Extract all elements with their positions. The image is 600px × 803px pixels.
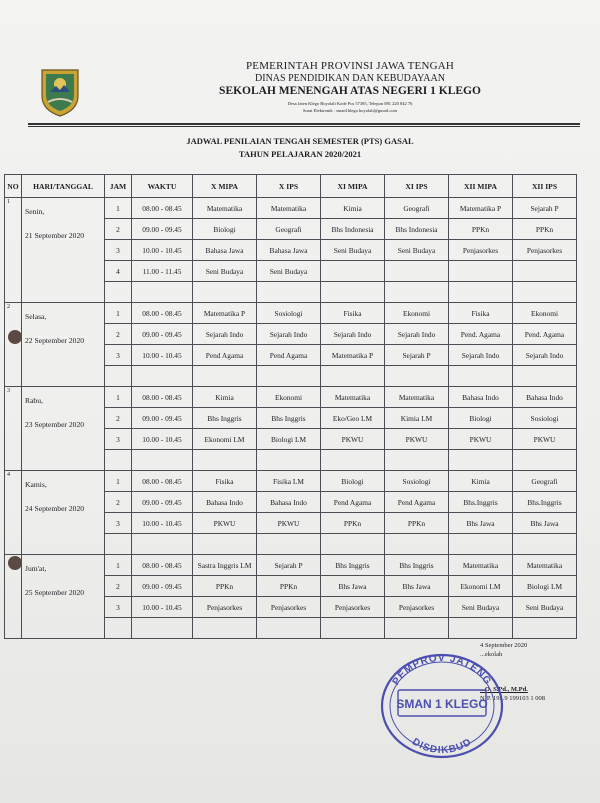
subject-cell: Sejarah Indo (513, 345, 577, 366)
empty-cell (513, 366, 577, 387)
day-number: 4 (5, 471, 22, 555)
subject-cell: Matematika (449, 555, 513, 576)
empty-cell (449, 618, 513, 639)
empty-cell (132, 366, 193, 387)
schedule-table (4, 174, 577, 639)
subject-cell (321, 261, 385, 282)
empty-cell (257, 366, 321, 387)
empty-cell (132, 450, 193, 471)
subject-cell: Geografi (257, 219, 321, 240)
empty-cell (513, 618, 577, 639)
subject-cell: Penjasorkes (385, 597, 449, 618)
empty-cell (193, 366, 257, 387)
subject-cell: Ekonomi (513, 303, 577, 324)
subject-cell: Matematika (385, 387, 449, 408)
empty-cell (513, 282, 577, 303)
day-name: Senin, (25, 207, 45, 216)
subject-cell: Sastra Inggris LM (193, 555, 257, 576)
column-header: JAM (105, 175, 132, 198)
empty-cell (193, 534, 257, 555)
empty-cell (385, 534, 449, 555)
time-cell: 11.00 - 11.45 (132, 261, 193, 282)
column-header: XI IPS (385, 175, 449, 198)
table-header-row (5, 175, 577, 198)
subject-cell: Bahasa Jawa (257, 240, 321, 261)
empty-cell (257, 534, 321, 555)
subject-cell (449, 261, 513, 282)
period-cell: 3 (105, 513, 132, 534)
day-date: 22 September 2020 (25, 336, 85, 345)
subject-cell: Bhs Inggris (385, 555, 449, 576)
subject-cell: Bhs Indonesia (385, 219, 449, 240)
day-name: Kamis, (25, 480, 47, 489)
period-cell: 1 (105, 555, 132, 576)
subject-cell: Seni Budaya (193, 261, 257, 282)
day-cell (22, 555, 105, 639)
period-cell: 2 (105, 324, 132, 345)
day-number: 3 (5, 387, 22, 471)
subject-cell: Bhs Jawa (513, 513, 577, 534)
empty-cell (385, 618, 449, 639)
subject-cell: Pend. Agama (449, 324, 513, 345)
empty-cell (513, 534, 577, 555)
subject-cell: Sejarah P (257, 555, 321, 576)
day-name: Selasa, (25, 312, 47, 321)
table-row (5, 471, 577, 492)
period-cell: 1 (105, 303, 132, 324)
subject-cell: Seni Budaya (449, 597, 513, 618)
svg-text:PEMPROV JATENG (391, 653, 494, 687)
period-cell: 2 (105, 219, 132, 240)
subject-cell: Bhs Jawa (449, 513, 513, 534)
day-number (5, 555, 22, 639)
empty-cell (449, 366, 513, 387)
subject-cell: Matematika (513, 555, 577, 576)
letterhead-province: PEMERINTAH PROVINSI JAWA TENGAH (245, 60, 455, 72)
subject-cell: PPKn (321, 513, 385, 534)
column-header: HARI/TANGGAL (22, 175, 105, 198)
subject-cell: Biologi LM (513, 576, 577, 597)
time-cell: 10.00 - 10.45 (132, 345, 193, 366)
subject-cell: Bhs Jawa (385, 576, 449, 597)
subject-cell: Matematika P (321, 345, 385, 366)
period-cell: 1 (105, 387, 132, 408)
empty-cell (449, 534, 513, 555)
period-cell: 1 (105, 471, 132, 492)
day-date: 24 September 2020 (25, 504, 85, 513)
empty-cell (385, 366, 449, 387)
signature-date: 4 September 2020 (480, 642, 528, 649)
subject-cell: Biologi (193, 219, 257, 240)
subject-cell: Sosiologi (257, 303, 321, 324)
subject-cell: Kimia (449, 471, 513, 492)
empty-cell (105, 618, 132, 639)
subject-cell: Bhs.Inggris (513, 492, 577, 513)
subject-cell: Kimia LM (385, 408, 449, 429)
subject-cell: PPKn (385, 513, 449, 534)
subject-cell: Pend. Agama (513, 324, 577, 345)
signature-name: ...O, S.Pd., M.Pd. (480, 686, 528, 693)
subject-cell: PKWU (257, 513, 321, 534)
time-cell: 10.00 - 10.45 (132, 513, 193, 534)
day-cell (22, 471, 105, 555)
signature-role: ...ekolah (480, 651, 503, 658)
empty-cell (321, 450, 385, 471)
stamp-center-text: SMAN 1 KLEGO (396, 697, 488, 711)
subject-cell: Sosiologi (385, 471, 449, 492)
day-cell (22, 387, 105, 471)
empty-cell (385, 282, 449, 303)
subject-cell: Fisika (321, 303, 385, 324)
period-cell: 2 (105, 408, 132, 429)
subject-cell: Matematika (321, 387, 385, 408)
day-cell (22, 303, 105, 387)
period-cell: 1 (105, 198, 132, 219)
subject-cell: Geografi (385, 198, 449, 219)
subject-cell: Fisika (193, 471, 257, 492)
empty-cell (105, 534, 132, 555)
subject-cell: Penjasorkes (193, 597, 257, 618)
empty-cell (321, 366, 385, 387)
subject-cell: Ekonomi LM (193, 429, 257, 450)
empty-cell (321, 282, 385, 303)
subject-cell: Pend Agama (385, 492, 449, 513)
title-line-2: TAHUN PELAJARAN 2020/2021 (238, 149, 362, 159)
column-header: XI MIPA (321, 175, 385, 198)
time-cell: 10.00 - 10.45 (132, 597, 193, 618)
letterhead-email: Surat Elektronik : sman1klego.boyolali@gmail.com (302, 108, 397, 113)
subject-cell: Fisika (449, 303, 513, 324)
time-cell: 09.00 - 09.45 (132, 576, 193, 597)
subject-cell: Sejarah Indo (257, 324, 321, 345)
subject-cell: Sejarah Indo (449, 345, 513, 366)
subject-cell: PPKn (257, 576, 321, 597)
time-cell: 08.00 - 08.45 (132, 555, 193, 576)
letterhead-school: SEKOLAH MENENGAH ATAS NEGERI 1 KLEGO (219, 85, 481, 97)
signature-nip: NIP. 19...9 199103 1 008 (480, 695, 546, 702)
empty-cell (257, 282, 321, 303)
subject-cell: Sosiologi (513, 408, 577, 429)
subject-cell: Penjasorkes (449, 240, 513, 261)
province-emblem-icon (36, 66, 84, 118)
day-date: 23 September 2020 (25, 420, 85, 429)
time-cell: 09.00 - 09.45 (132, 324, 193, 345)
empty-cell (193, 450, 257, 471)
time-cell: 08.00 - 08.45 (132, 387, 193, 408)
subject-cell: Bahasa Jawa (193, 240, 257, 261)
subject-cell: PPKn (449, 219, 513, 240)
subject-cell: PPKn (513, 219, 577, 240)
subject-cell: Sejarah Indo (321, 324, 385, 345)
subject-cell: Bahasa Indo (193, 492, 257, 513)
empty-cell (321, 534, 385, 555)
subject-cell: PKWU (513, 429, 577, 450)
day-number: 2 (5, 303, 22, 387)
subject-cell: Seni Budaya (513, 597, 577, 618)
empty-cell (385, 450, 449, 471)
column-header: XII MIPA (449, 175, 513, 198)
subject-cell: Fisika LM (257, 471, 321, 492)
subject-cell: Sejarah P (385, 345, 449, 366)
subject-cell: Bahasa Indo (513, 387, 577, 408)
subject-cell: Bahasa Indo (257, 492, 321, 513)
subject-cell (385, 261, 449, 282)
empty-cell (449, 450, 513, 471)
subject-cell: Bhs Inggris (257, 408, 321, 429)
empty-cell (257, 450, 321, 471)
period-cell: 2 (105, 576, 132, 597)
table-row (5, 303, 577, 324)
subject-cell: Matematika (193, 198, 257, 219)
subject-cell: Ekonomi LM (449, 576, 513, 597)
subject-cell: Sejarah Indo (193, 324, 257, 345)
subject-cell: Penjasorkes (321, 597, 385, 618)
subject-cell: PKWU (321, 429, 385, 450)
stamp-top-text: PEMPROV JATENG (390, 652, 494, 688)
time-cell: 10.00 - 10.45 (132, 240, 193, 261)
period-cell: 2 (105, 492, 132, 513)
period-cell: 3 (105, 429, 132, 450)
column-header: X MIPA (193, 175, 257, 198)
period-cell: 3 (105, 345, 132, 366)
subject-cell: Penjasorkes (513, 240, 577, 261)
subject-cell: Penjasorkes (257, 597, 321, 618)
subject-cell: Eko/Geo LM (321, 408, 385, 429)
subject-cell: Biologi (321, 471, 385, 492)
column-header: XII IPS (513, 175, 577, 198)
day-date: 25 September 2020 (25, 588, 85, 597)
document-title (150, 135, 450, 161)
empty-cell (132, 618, 193, 639)
period-cell: 3 (105, 240, 132, 261)
subject-cell: Bhs Inggris (321, 555, 385, 576)
table-row (5, 387, 577, 408)
subject-cell: Sejarah Indo (385, 324, 449, 345)
empty-cell (321, 618, 385, 639)
empty-cell (257, 618, 321, 639)
table-row (5, 555, 577, 576)
empty-cell (132, 282, 193, 303)
official-stamp (378, 651, 506, 761)
empty-cell (449, 282, 513, 303)
subject-cell: Geografi (513, 471, 577, 492)
empty-cell (105, 450, 132, 471)
period-cell: 4 (105, 261, 132, 282)
letterhead (190, 60, 510, 113)
letterhead-divider (28, 123, 580, 125)
subject-cell: Ekonomi (385, 303, 449, 324)
subject-cell: Sejarah P (513, 198, 577, 219)
subject-cell: PKWU (385, 429, 449, 450)
time-cell: 09.00 - 09.45 (132, 408, 193, 429)
subject-cell: Pend Agama (257, 345, 321, 366)
subject-cell: Biologi LM (257, 429, 321, 450)
subject-cell (513, 261, 577, 282)
time-cell: 10.00 - 10.45 (132, 429, 193, 450)
day-cell (22, 198, 105, 303)
subject-cell: Bhs Inggris (193, 408, 257, 429)
subject-cell: Kimia (321, 198, 385, 219)
letterhead-department: DINAS PENDIDIKAN DAN KEBUDAYAAN (255, 73, 445, 84)
time-cell: 08.00 - 08.45 (132, 471, 193, 492)
subject-cell: Biologi (449, 408, 513, 429)
subject-cell: PPKn (193, 576, 257, 597)
empty-cell (513, 450, 577, 471)
subject-cell: Pend Agama (193, 345, 257, 366)
day-number: 1 (5, 198, 22, 303)
time-cell: 09.00 - 09.45 (132, 492, 193, 513)
subject-cell: Bahasa Indo (449, 387, 513, 408)
empty-cell (193, 282, 257, 303)
empty-cell (105, 366, 132, 387)
time-cell: 08.00 - 08.45 (132, 198, 193, 219)
day-date: 21 September 2020 (25, 231, 85, 240)
empty-cell (105, 282, 132, 303)
period-cell: 3 (105, 597, 132, 618)
title-line-1: JADWAL PENILAIAN TENGAH SEMESTER (PTS) GASAL (186, 136, 414, 146)
subject-cell: Bhs Jawa (321, 576, 385, 597)
day-name: Jum'at, (25, 564, 47, 573)
subject-cell: Pend Agama (321, 492, 385, 513)
subject-cell: Matematika (257, 198, 321, 219)
subject-cell: Bhs Indonesia (321, 219, 385, 240)
subject-cell: PKWU (449, 429, 513, 450)
empty-cell (193, 618, 257, 639)
subject-cell: Kimia (193, 387, 257, 408)
subject-cell: Seni Budaya (385, 240, 449, 261)
column-header: X IPS (257, 175, 321, 198)
subject-cell: Seni Budaya (257, 261, 321, 282)
day-name: Rabu, (25, 396, 43, 405)
subject-cell: Seni Budaya (321, 240, 385, 261)
column-header: WAKTU (132, 175, 193, 198)
table-row (5, 198, 577, 219)
subject-cell: Matematika P (449, 198, 513, 219)
subject-cell: Matematika P (193, 303, 257, 324)
empty-cell (132, 534, 193, 555)
time-cell: 09.00 - 09.45 (132, 219, 193, 240)
subject-cell: Ekonomi (257, 387, 321, 408)
stamp-bottom-text: DISDIKBUD (410, 736, 474, 757)
subject-cell: Bhs.Inggris (449, 492, 513, 513)
subject-cell: PKWU (193, 513, 257, 534)
letterhead-divider (28, 126, 580, 127)
time-cell: 08.00 - 08.45 (132, 303, 193, 324)
letterhead-address: Desa Jaten Klego Boyolali Kode Pos 57385, Telepon 081 220 842 76 (287, 101, 413, 106)
column-header: NO (5, 175, 22, 198)
